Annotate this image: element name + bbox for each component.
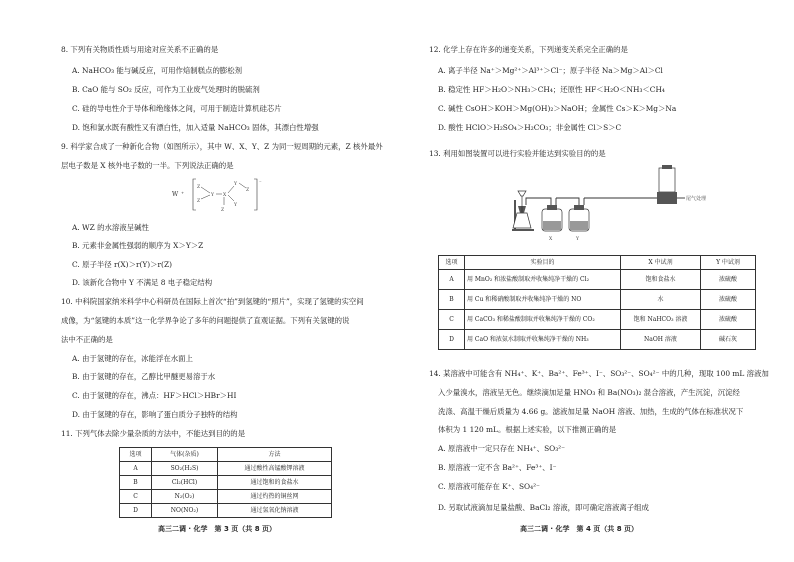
- table-row: [120, 504, 332, 518]
- table-row: [120, 476, 332, 490]
- q11-table: [119, 447, 332, 518]
- q14-option-d: D. 另取试液滴加足量盐酸、BaCl₂ 溶液，即可确定溶液离子组成: [438, 503, 649, 512]
- q14-stem-line2: 入少量溴水，溶液呈无色。继续滴加足量 HNO₃ 和 Ba(NO₃)₂ 混合溶液，产生沉淀，沉淀经: [438, 388, 740, 397]
- q12-option-a: A. 离子半径 Na⁺＞Mg²⁺＞Al³⁺＞Cl⁻；原子半径 Na＞Mg＞Al＞Cl: [438, 66, 663, 75]
- q11-header-gas: 气体(杂质): [152, 448, 218, 462]
- svg-text:X: X: [223, 193, 227, 198]
- q13-cell: 饱和食盐水: [621, 270, 701, 290]
- q10-stem-line3: 法中不正确的是: [61, 335, 113, 344]
- q10-option-a: A. 由于氢键的存在，冰能浮在水面上: [72, 354, 193, 363]
- table-row: [439, 270, 756, 290]
- q11-cell: N₂(O₂): [152, 490, 218, 504]
- q14-stem-line1: 14. 某溶液中可能含有 NH₄⁺、K⁺、Ba²⁺、Fe³⁺、I⁻、SO₃²⁻、SO₄²⁻ 中的几种，现取 100 mL 溶液加: [429, 369, 769, 378]
- q12-stem: 12. 化学上存在许多的递变关系，下列递变关系完全正确的是: [429, 45, 628, 54]
- q13-cell: C: [439, 310, 465, 330]
- page-4: [397, 0, 794, 562]
- q11-cell: 通过酸性高锰酸钾溶液: [218, 462, 332, 476]
- q13-table: [438, 255, 756, 350]
- svg-text:Y: Y: [234, 203, 237, 208]
- table-row: [120, 490, 332, 504]
- q9-option-c: C. 原子半径 r(X)＞r(Y)＞r(Z): [72, 260, 172, 269]
- q12-option-b: B. 稳定性 HF＞H₂O＞NH₃＞CH₄；还原性 HF＜H₂O＜NH₃＜CH₄: [438, 85, 665, 94]
- q11-cell: A: [120, 462, 152, 476]
- q9-stem-line2: 层电子数是 X 核外电子数的一半。下列说法正确的是: [61, 161, 234, 170]
- q13-cell: 用 Cu 和稀硝酸制取并收集纯净干燥的 NO: [465, 290, 621, 310]
- q11-header-method: 方法: [218, 448, 332, 462]
- q11-cell: C: [120, 490, 152, 504]
- structure-w-label: W: [172, 191, 179, 198]
- q14-stem-line4: 体积为 1 120 mL。根据上述实验，以下推测正确的是: [438, 425, 617, 434]
- page-4-footer: 高三二调 · 化学 第 4 页（共 8 页）: [520, 525, 639, 533]
- q14-option-c: C. 原溶液可能存在 K⁺、SO₄²⁻: [438, 482, 540, 491]
- q11-cell: B: [120, 476, 152, 490]
- svg-text:Z: Z: [221, 208, 225, 213]
- svg-text:Y: Y: [211, 193, 214, 198]
- q12-option-d: D. 酸性 HClO＞H₂SO₄＞H₂CO₃；非金属性 Cl＞S＞C: [438, 123, 622, 132]
- q10-option-c: C. 由于氢键的存在，沸点：HF＞HCl＞HBr＞HI: [72, 391, 237, 400]
- q8-option-c: C. 硅的导电性介于导体和绝缘体之间，可用于制造计算机硅芯片: [72, 104, 282, 113]
- q11-cell: D: [120, 504, 152, 518]
- page-3-footer: 高三二调 · 化学 第 3 页（共 8 页）: [158, 525, 277, 533]
- q8-option-d: D. 饱和氯水既有酸性又有漂白性，加入适量 NaHCO₃ 固体，其漂白性增强: [72, 123, 319, 132]
- q12-option-c: C. 碱性 CsOH＞KOH＞Mg(OH)₂＞NaOH；金属性 Cs＞K＞Mg＞Na: [438, 104, 677, 113]
- q14-option-a: A. 原溶液中一定只存在 NH₄⁺、SO₃²⁻: [438, 444, 566, 453]
- q11-cell: Cl₂(HCl): [152, 476, 218, 490]
- q10-stem-line1: 10. 中科院国家纳米科学中心科研员在国际上首次“拍”到氢键的“照片”，实现了氢键的实空间: [61, 297, 364, 306]
- q11-cell: 通过灼热的铜丝网: [218, 490, 332, 504]
- q11-cell: SO₂(H₂S): [152, 462, 218, 476]
- q13-cell: 用 MnO₂ 和浓盐酸制取并收集纯净干燥的 Cl₂: [465, 270, 621, 290]
- q13-cell: 碱石灰: [701, 330, 756, 350]
- q13-cell: 用 CaO 和浓氨水制取并收集纯净干燥的 NH₃: [465, 330, 621, 350]
- tail-gas-label: 尾气处理: [686, 196, 707, 202]
- svg-text:Z: Z: [197, 199, 201, 204]
- svg-text:⁻: ⁻: [259, 180, 262, 186]
- q13-header-y: Y 中试剂: [701, 256, 756, 270]
- q9-stem-line1: 9. 科学家合成了一种新化合物（如图所示），其中 W、X、Y、Z 为同一短周期的元素，Z 核外最外: [61, 142, 383, 151]
- q11-cell: NO(NO₂): [152, 504, 218, 518]
- q11-header-option: 选项: [120, 448, 152, 462]
- q8-option-b: B. CaO 能与 SO₂ 反应，可作为工业废气处理时的脱硫剂: [72, 85, 260, 94]
- q13-cell: 浓硫酸: [701, 290, 756, 310]
- table-row: [120, 462, 332, 476]
- q13-cell: D: [439, 330, 465, 350]
- q11-cell: 通过饱和的食盐水: [218, 476, 332, 490]
- svg-text:Z: Z: [246, 188, 250, 193]
- q13-apparatus-diagram: [509, 165, 709, 243]
- q11-stem: 11. 下列气体去除少量杂质的方法中，不能达到目的的是: [61, 429, 246, 438]
- q9-structure-diagram: [170, 176, 270, 214]
- structure-z-label: Z: [197, 185, 201, 190]
- q13-cell: 水: [621, 290, 701, 310]
- svg-text:⁺: ⁺: [181, 191, 185, 198]
- q10-option-b: B. 由于氢键的存在，乙醇比甲醚更易溶于水: [72, 372, 216, 381]
- q13-cell: 浓硫酸: [701, 270, 756, 290]
- q11-cell: 通过氢氧化钠溶液: [218, 504, 332, 518]
- table-row: [439, 310, 756, 330]
- q10-stem-line2: 成像，为“氢键的本质”这一化学界争论了多年的问题提供了直观证据。下列有关氢键的说: [61, 316, 350, 325]
- bottle-x-label: X: [549, 237, 553, 242]
- q13-cell: 用 CaCO₃ 和稀盐酸制取并收集纯净干燥的 CO₂: [465, 310, 621, 330]
- bottle-y-label: Y: [576, 237, 579, 242]
- q13-stem: 13. 利用如图装置可以进行实验并能达到实验目的的是: [429, 149, 606, 158]
- q8-option-a: A. NaHCO₃ 能与碱反应，可用作焙制糕点的膨松剂: [72, 66, 243, 75]
- q13-cell: B: [439, 290, 465, 310]
- q14-stem-line3: 洗涤、高温干燥后质量为 4.66 g。滤液加足量 NaOH 溶液、加热，生成的气体在标准状况下: [438, 407, 744, 416]
- q10-option-d: D. 由于氢键的存在，影响了蛋白质分子独特的结构: [72, 410, 238, 419]
- q13-cell: NaOH 溶液: [621, 330, 701, 350]
- q9-option-a: A. WZ 的水溶液呈碱性: [72, 223, 149, 232]
- q13-header-option: 选项: [439, 256, 465, 270]
- q13-cell: 浓硫酸: [701, 310, 756, 330]
- q8-stem: 8. 下列有关物质性质与用途对应关系不正确的是: [61, 45, 219, 54]
- q9-option-b: B. 元素非金属性强弱的顺序为 X＞Y＞Z: [72, 241, 204, 250]
- q14-option-b: B. 原溶液一定不含 Ba²⁺、Fe³⁺、I⁻: [438, 463, 557, 472]
- q13-header-purpose: 实验目的: [465, 256, 621, 270]
- table-row: [439, 290, 756, 310]
- table-row: [439, 330, 756, 350]
- q13-cell: A: [439, 270, 465, 290]
- q9-option-d: D. 该新化合物中 Y 不满足 8 电子稳定结构: [72, 278, 213, 287]
- svg-text:Y: Y: [234, 182, 237, 187]
- q13-cell: 饱和 NaHCO₃ 溶液: [621, 310, 701, 330]
- q13-header-x: X 中试剂: [621, 256, 701, 270]
